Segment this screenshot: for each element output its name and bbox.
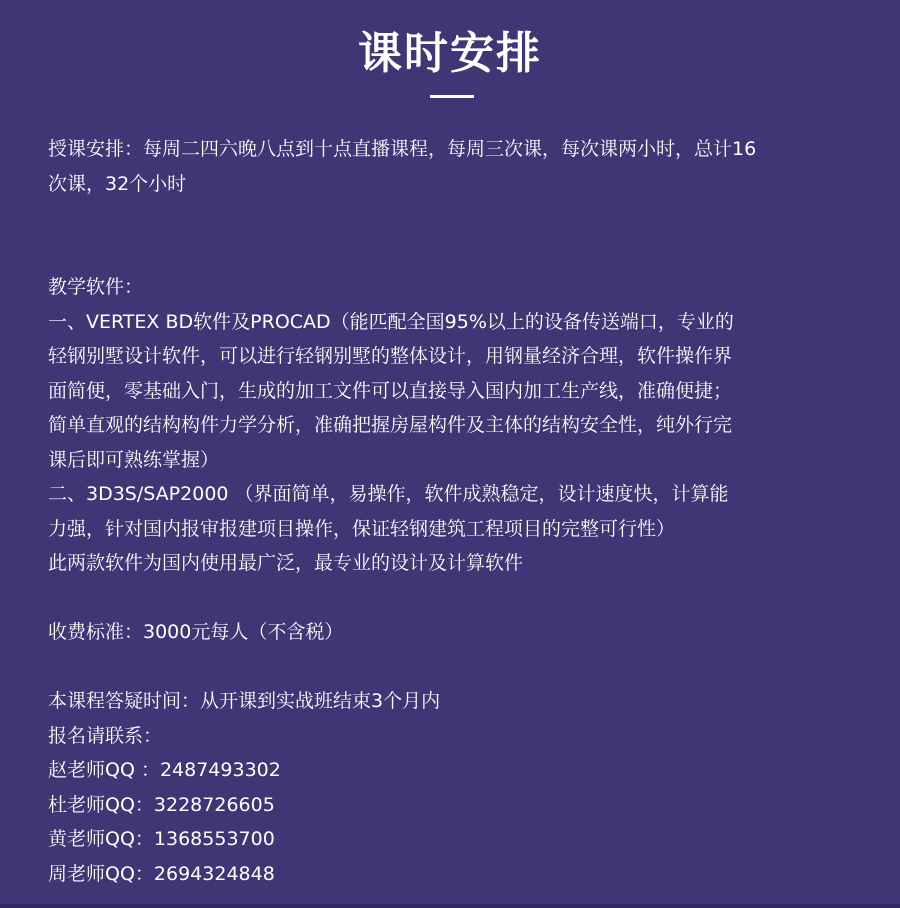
contact-teacher: 周老师QQ：2694324848 <box>48 862 275 885</box>
software-line: 此两款软件为国内使用最广泛，最专业的设计及计算软件 <box>48 552 524 574</box>
software-line: 二、3D3S/SAP2000 （界面简单，易操作，软件成熟稳定，设计速度快，计算能 <box>48 483 729 505</box>
bottom-strip <box>0 904 900 908</box>
software-heading: 教学软件： <box>48 276 144 298</box>
title-divider <box>430 95 474 98</box>
fee-line: 收费标准：3000元每人（不含税） <box>48 621 344 643</box>
contact-teacher: 杜老师QQ：3228726605 <box>48 793 275 816</box>
page-title: 课时安排 <box>358 28 542 79</box>
software-line: 面简便，零基础入门，生成的加工文件可以直接导入国内加工生产线，准确便捷； <box>48 379 733 402</box>
schedule-line: 授课安排：每周二四六晚八点到十点直播课程，每周三次课，每次课两小时，总计16 <box>48 138 757 160</box>
spacer <box>48 581 888 616</box>
content-body <box>48 132 888 891</box>
software-line: 一、VERTEX BD软件及PROCAD（能匹配全国95%以上的设备传送端口，专业的 <box>48 310 734 333</box>
software-line: 轻钢别墅设计软件，可以进行轻钢别墅的整体设计，用钢量经济合理，软件操作界 <box>48 345 733 367</box>
spacer <box>48 236 888 271</box>
contact-teacher: 黄老师QQ：1368553700 <box>48 828 275 850</box>
spacer <box>48 201 888 236</box>
software-line: 简单直观的结构构件力学分析，准确把握房屋构件及主体的结构安全性，纯外行完 <box>48 414 733 436</box>
contact-teacher: 赵老师QQ ：2487493302 <box>48 759 281 781</box>
contact-heading: 报名请联系： <box>48 724 163 747</box>
schedule-line: 次课，32个小时 <box>48 172 187 195</box>
software-line: 课后即可熟练掌握） <box>48 448 220 471</box>
software-line: 力强，针对国内报审报建项目操作，保证轻钢建筑工程项目的完整可行性） <box>48 517 676 540</box>
qa-period-line: 本课程答疑时间：从开课到实战班结束3个月内 <box>48 690 441 712</box>
spacer <box>48 650 888 685</box>
